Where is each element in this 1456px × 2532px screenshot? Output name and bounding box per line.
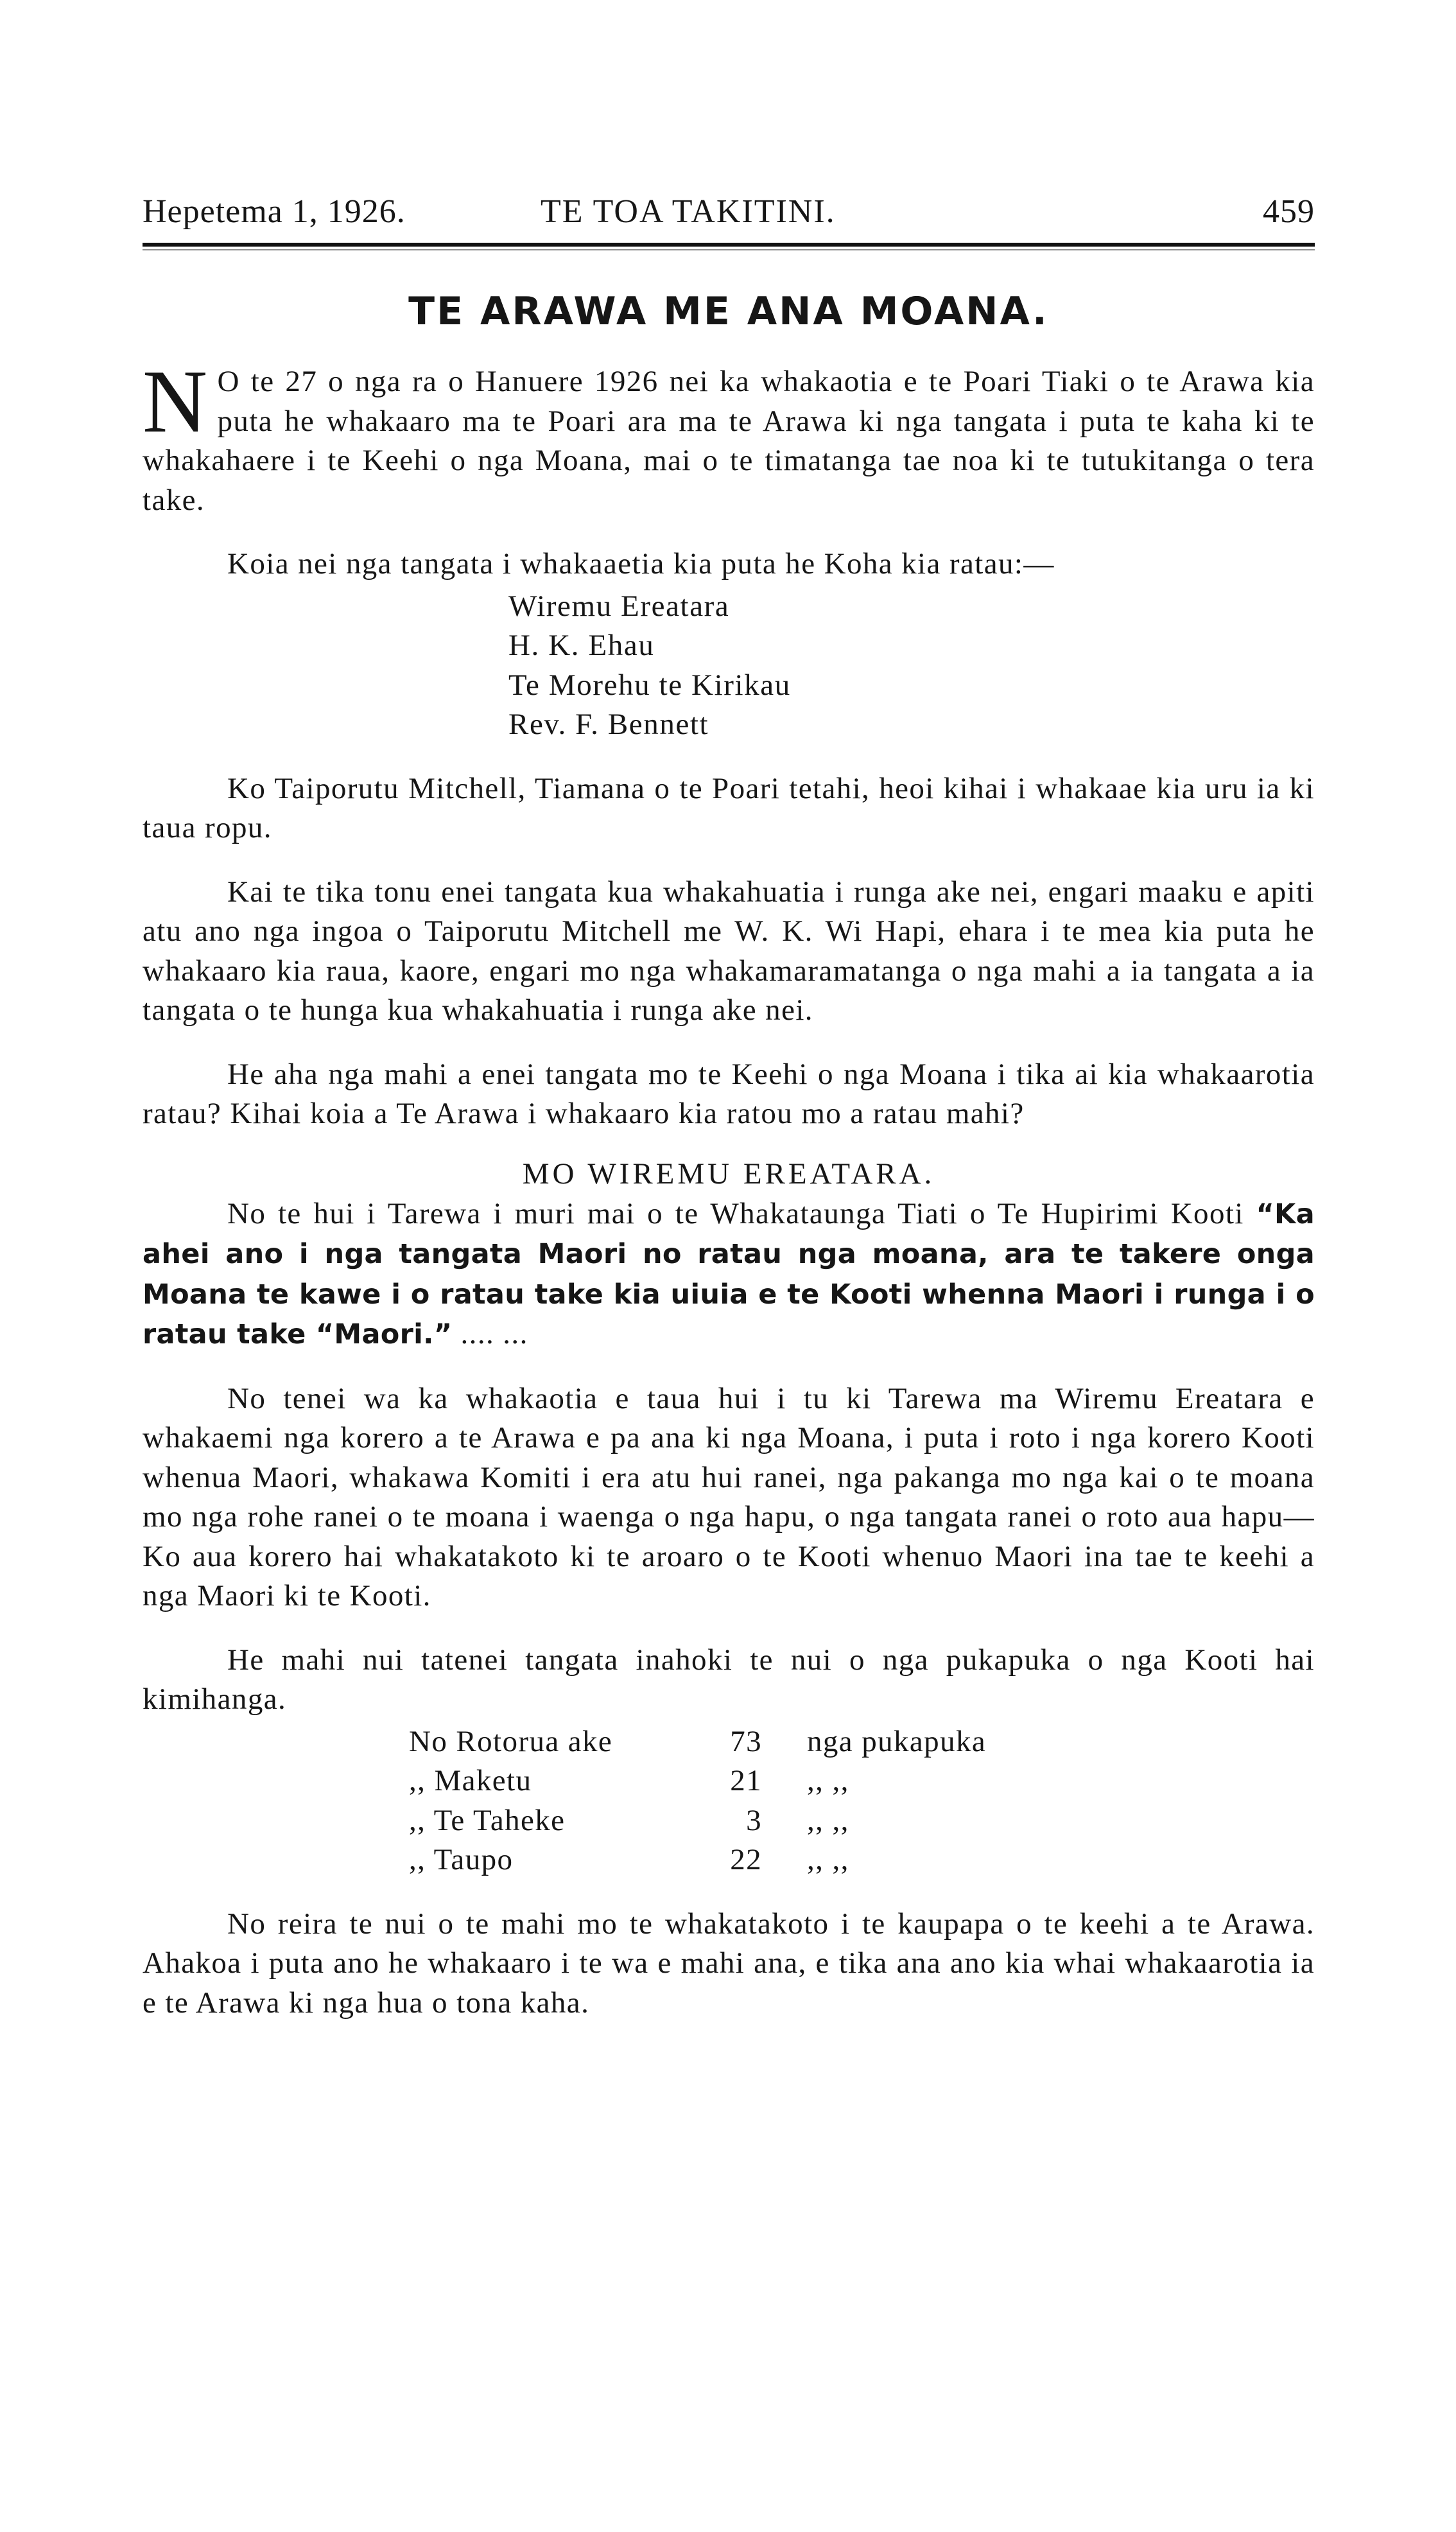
paragraph-he-aha: He aha nga mahi a enei tangata mo te Keehi o nga Moana i tika ai kia whakaarotia ratau? Kihai koia a Te Arawa i whakaaro kia ratou mo a ratau mahi? [143, 1057, 1315, 1130]
intro-paragraph [143, 352, 1315, 520]
drop-cap: N [143, 352, 209, 451]
recipient-name: H. K. Ehau [508, 629, 655, 662]
records-place: ,, Maketu [409, 1764, 532, 1797]
article-title: TE ARAWA ME ANA MOANA. [408, 289, 1049, 334]
intro-text: O te 27 o nga ra o Hanuere 1926 nei ka whakaotia e te Poari Tiaki o te Arawa kia puta he whakaaro ma te Poari ara ma te Arawa ki nga tangata i puta te kaha ki te whakahaere i te Keehi o nga Moana, mai o te timatanga tae noa ki te tutukitanga o tera take. [143, 365, 1315, 517]
records-row [409, 1761, 1315, 1801]
records-row [409, 1722, 1315, 1762]
header-publication: TE TOA TAKITINI. [541, 193, 836, 230]
tarewa-lead: No te hui i Tarewa i muri mai o te Whakataunga Tiati o Te Hupirimi Kooti [227, 1196, 1256, 1230]
paragraph-no-reira: No reira te nui o te mahi mo te whakatakoto i te kaupapa o te keehi a te Arawa. Ahakoa i puta ano he whakaaro i te wa e mahi ana, e tika ana ano kia whai whakaarotia ia e te Arawa ki nga hua o tona kaha. [143, 1907, 1315, 2020]
paragraph-koha: Koia nei nga tangata i whakaaetia kia puta he Koha kia ratau:— [227, 547, 1055, 581]
records-count: 22 [730, 1843, 762, 1876]
recipient-list [508, 587, 1315, 745]
section-heading: MO WIREMU EREATARA. [522, 1157, 935, 1191]
records-unit: ,, ,, [807, 1843, 849, 1876]
recipient-name: Te Morehu te Kirikau [508, 668, 791, 702]
page [143, 193, 1315, 2023]
records-unit: ,, ,, [807, 1764, 849, 1797]
header-date: Hepetema 1, 1926. [143, 193, 406, 230]
records-place: ,, Taupo [409, 1843, 514, 1876]
paragraph-taiporutu: Ko Taiporutu Mitchell, Tiamana o te Poari tetahi, heoi kihai i whakaae kia uru ia ki taua ropu. [143, 771, 1315, 844]
records-place: No Rotorua ake [409, 1724, 613, 1758]
tarewa-quote: “Ka ahei ano i nga tangata Maori no ratau nga moana, ara te takere onga Moana te kawe i o ratau take kia uiuia e te Kooti whenna Maori i runga i o ratau take “Maori.” [143, 1198, 1315, 1350]
paragraph-tarewa [143, 1194, 1315, 1355]
paragraph-mahi-nui: He mahi nui tatenei tangata inahoki te nui o nga pukapuka o nga Kooti hai kimihanga. [143, 1643, 1315, 1716]
paragraph-kai-te-tika: Kai te tika tonu enei tangata kua whakahuatia i runga ake nei, engari maaku e apiti atu ano nga ingoa o Taiporutu Mitchell me W. K. Wi Hapi, ehara i te mea kia puta he whakaaro kia raua, kaore, engari mo nga whakamaramatanga o nga mahi a ia tangata a ia tangata o te hunga kua whakahuatia i runga ake nei. [143, 875, 1315, 1027]
paragraph-tenei-wa: No tenei wa ka whakaotia e taua hui i tu ki Tarewa ma Wiremu Ereatara e whakaemi nga korero a te Arawa e pa ana ki nga Moana, i puta i roto i nga korero Kooti whenua Maori, whakawa Komiti i era atu hui ranei, nga pakanga mo nga kai o te moana mo nga rohe ranei o te moana i waenga o nga hapu, o nga tangata ranei o roto aua hapu—Ko aua korero hai whakatakoto ki te aroaro o te Kooti whenuo Maori ina tae te keehi a nga Maori ki te Kooti. [143, 1381, 1315, 1612]
records-row [409, 1801, 1315, 1841]
header-rule-secondary [143, 249, 1315, 250]
records-count: 21 [730, 1764, 762, 1797]
page-number: 459 [1263, 193, 1315, 230]
records-count: 73 [730, 1724, 762, 1758]
records-count: 3 [746, 1803, 762, 1837]
recipient-name: Wiremu Ereatara [508, 589, 730, 623]
tarewa-tail: .... ... [452, 1317, 528, 1350]
recipient-name: Rev. F. Bennett [508, 708, 709, 741]
records-place: ,, Te Taheke [409, 1803, 566, 1837]
running-header [143, 193, 1315, 238]
records-table [409, 1722, 1315, 1880]
header-rule [143, 243, 1315, 247]
records-unit: nga pukapuka [807, 1724, 987, 1758]
records-unit: ,, ,, [807, 1803, 849, 1837]
records-row [409, 1840, 1315, 1880]
